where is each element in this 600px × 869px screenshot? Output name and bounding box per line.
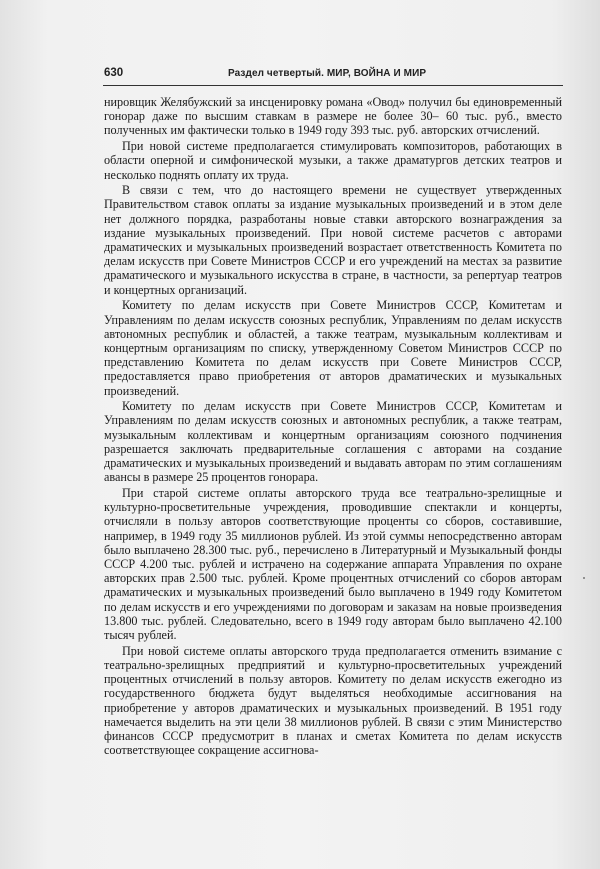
- paragraph: В связи с тем, что до настоящего времени не существует утвержденных Правительством ставок оплаты за издание музыкальных произведений и в этом деле нет должного порядка, разработаны новые ставки авторского вознаграждения за издание музыкальных произведений. При новой системе расчетов с авторами драматических и музыкальных произведений возрастает ответственность Комитета по делам искусств при Совете Министров СССР и его учреждений на местах за развитие драматического и музыкального искусства в стране, в частности, за репертуар театров и концертных организаций.: [104, 183, 562, 297]
- paragraph: Комитету по делам искусств при Совете Министров СССР, Комитетам и Управлениям по делам искусств союзных и автономных республик, а также театрам, музыкальным коллективам и концертным организациям союзного подчинения разрешается заключать предварительные соглашения с авторами на создание драматических и музыкальных произведений и выдавать авторам по этим соглашениям авансы в размере 25 процентов гонорара.: [104, 399, 562, 485]
- body-text: [104, 95, 562, 759]
- paragraph: При старой системе оплаты авторского труда все театрально-зрелищные и культурно-просветительные учреждения, проводившие спектакли и концерты, отчисляли в пользу авторов соответствующие проценты со сборов, составившие, например, в 1949 году 35 миллионов рублей. Из этой суммы непосредственно авторам было выплачено 28.300 тыс. руб., перечислено в Литературный и Музыкальный фонды СССР 4.200 тыс. рублей и истрачено на содержание аппарата Управления по охране авторских прав 2.500 тыс. рублей. Кроме процентных отчислений со сборов авторам драматических и музыкальных произведений было выплачено в 1949 году Комитетом по делам искусств и его учреждениями по договорам и заказам на новые произведения 13.800 тыс. рублей. Следовательно, всего в 1949 году авторам было выплачено 42.100 тысяч рублей.: [104, 485, 562, 643]
- paragraph: нировщик Желябужский за инсценировку романа «Овод» получил бы единовременный гонорар даже по высшим ставкам в размере не более 30– 60 тыс. руб., вместо полученных им фактически только в 1949 году 393 тыс. руб. авторских отчислений.: [104, 95, 562, 138]
- paragraph: При новой системе предполагается стимулировать композиторов, работающих в области оперной и симфонической музыки, а также драматургов детских театров и несколько поднять оплату их труда.: [104, 139, 562, 182]
- scan-speck: [583, 577, 585, 579]
- running-head: Раздел четвертый. МИР, ВОЙНА И МИР: [228, 68, 427, 79]
- page-number: 630: [104, 67, 124, 79]
- paragraph: При новой системе оплаты авторского труда предполагается отменить взимание с театрально-зрелищных предприятий и культурно-просветительных учреждений процентных отчислений в пользу авторов. Комитету по делам искусств ежегодно из государственного бюджета будут выделяться необходимые ассигнования на приобретение у авторов драматических и музыкальных произведений. В 1951 году намечается выделить на эти цели 38 миллионов рублей. В связи с этим Министерство финансов СССР предусмотрит в планах и сметах Комитета по делам искусств соответствующее сокращение ассигнова-: [104, 643, 562, 758]
- paragraph: Комитету по делам искусств при Совете Министров СССР, Комитетам и Управлениям по делам искусств союзных республик, Управлениям по делам искусств автономных республик и областей, а также театрам, музыкальным коллективам и концертным организациям по списку, утвержденному Советом Министров СССР по представлению Комитета по делам искусств при Совете Министров СССР, предоставляется право приобретения от авторов драматических и музыкальных произведений.: [104, 298, 562, 398]
- page-header: [104, 67, 562, 83]
- header-rule: [103, 85, 563, 86]
